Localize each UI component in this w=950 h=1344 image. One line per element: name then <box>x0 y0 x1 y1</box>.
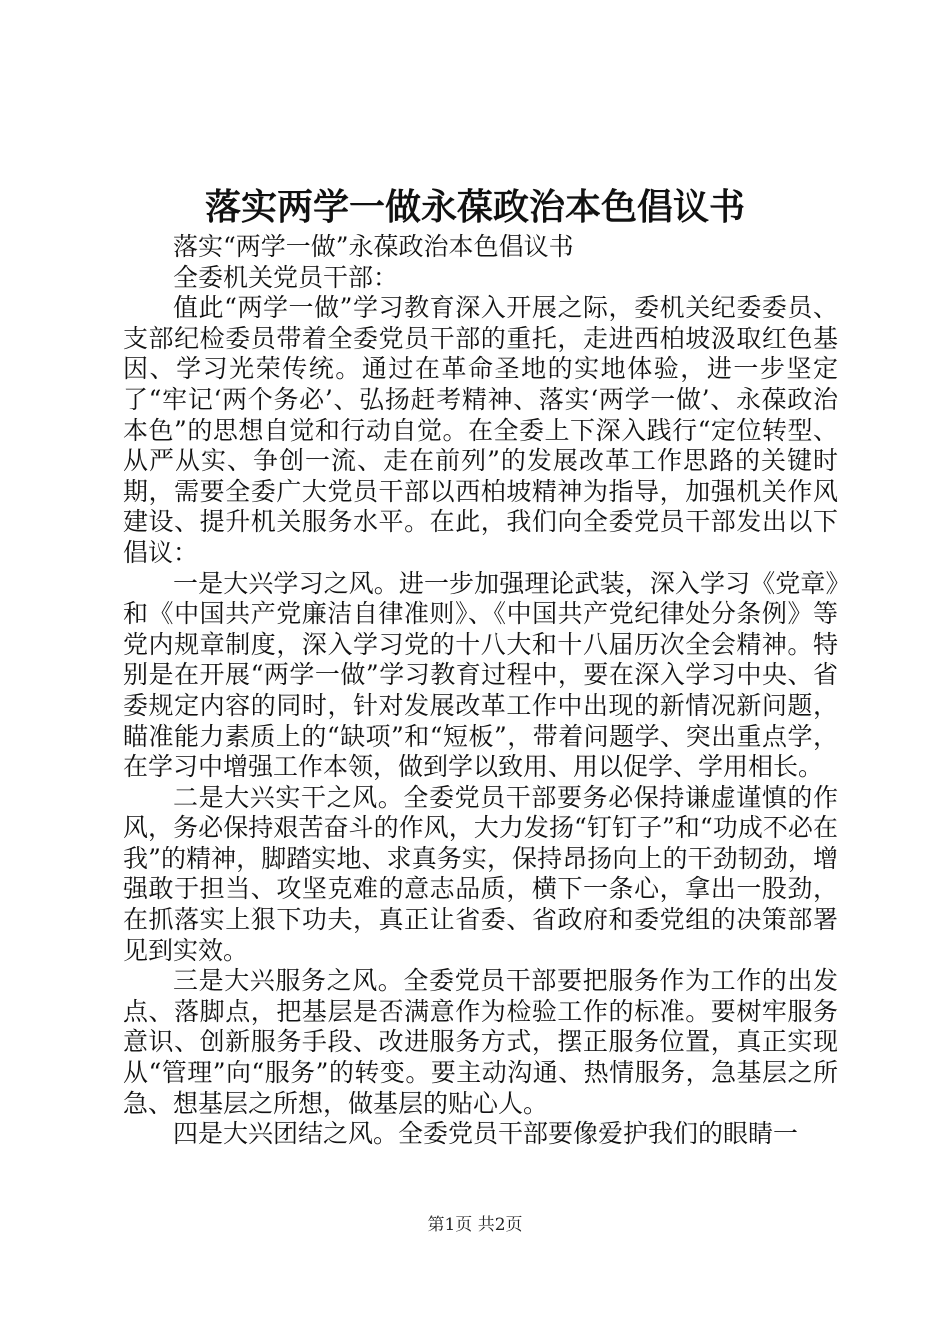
body-paragraph: 二是大兴实干之风。全委党员干部要务必保持谦虚谨慎的作风，务必保持艰苦奋斗的作风，大力发扬“钉钉子”和“功成不必在我”的精神，脚踏实地、求真务实，保持昂扬向上的干劲韧劲，增强敢于担当、攻坚克难的意志品质，横下一条心，拿出一股劲，在抓落实上狠下功夫，真正让省委、省政府和委党组的决策部署见到实效。 <box>123 782 838 965</box>
salutation: 全委机关党员干部： <box>173 262 399 292</box>
body-paragraph: 值此“两学一做”学习教育深入开展之际，委机关纪委委员、支部纪检委员带着全委党员干部的重托，走进西柏坡汲取红色基因、学习光荣传统。通过在革命圣地的实地体验，进一步坚定了“牢记‘两个务必’、弘扬赶考精神、落实‘两学一做’、永葆政治本色”的思想自觉和行动自觉。在全委上下深入践行“定位转型、从严从实、争创一流、走在前列”的发展改革工作思路的关键时期，需要全委广大党员干部以西柏坡精神为指导，加强机关作风建设、提升机关服务水平。在此，我们向全委党员干部发出以下倡议： <box>123 293 838 567</box>
body-paragraph: 三是大兴服务之风。全委党员干部要把服务作为工作的出发点、落脚点，把基层是否满意作为检验工作的标准。要树牢服务意识、创新服务手段、改进服务方式，摆正服务位置，真正实现从“管理”向“服务”的转变。要主动沟通、热情服务，急基层之所急、想基层之所想，做基层的贴心人。 <box>123 966 838 1118</box>
body-paragraph: 四是大兴团结之风。全委党员干部要像爱护我们的眼睛一 <box>173 1119 799 1149</box>
page-number-footer: 第1页 共2页 <box>427 1215 523 1235</box>
document-title: 落实两学一做永葆政治本色倡议书 <box>204 186 745 228</box>
document-body <box>123 232 838 1150</box>
body-paragraph: 一是大兴学习之风。进一步加强理论武装，深入学习《党章》和《中国共产党廉洁自律准则》、《中国共产党纪律处分条例》等党内规章制度，深入学习党的十八大和十八届历次全会精神。特别是在开展“两学一做”学习教育过程中，要在深入学习中央、省委规定内容的同时，针对发展改革工作中出现的新情况新问题，瞄准能力素质上的“缺项”和“短板”，带着问题学、突出重点学，在学习中增强工作本领，做到学以致用、用以促学、学用相长。 <box>123 568 838 782</box>
body-paragraph: 落实“两学一做”永葆政治本色倡议书 <box>173 232 574 261</box>
